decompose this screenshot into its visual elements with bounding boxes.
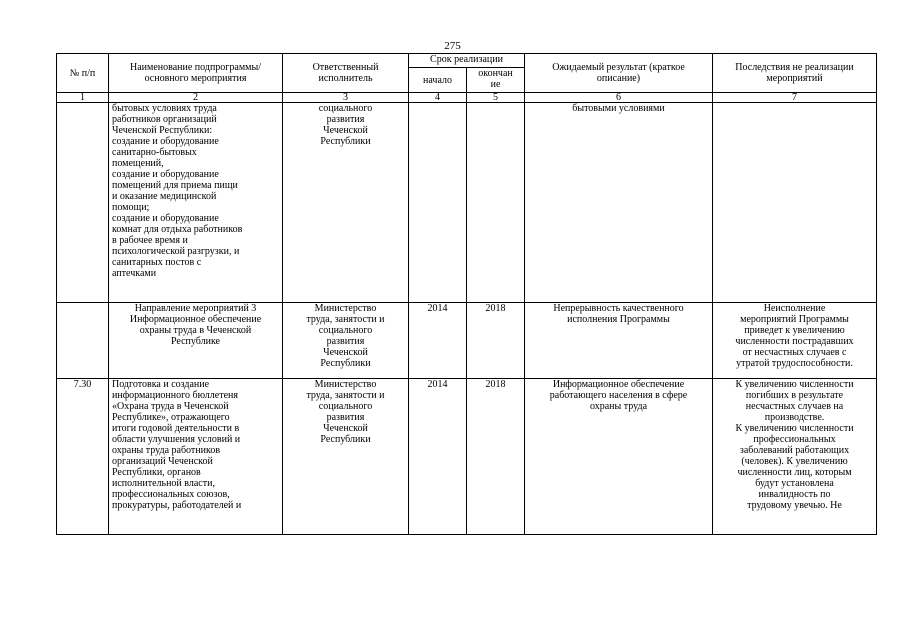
header-responsible: Ответственный исполнитель — [283, 54, 409, 93]
row-consequences: К увеличению численности погибших в результате несчастных случаев на производстве. К увеличению численности профессиональных заболеваний работающих (человек). К увеличению численности лиц, которым будут установлена инвалидность по трудовому увечью. Не — [713, 379, 877, 535]
row-name: бытовых условиях труда работников организаций Чеченской Республики: создание и оборудование санитарно-бытовых помещений, создание и оборудование помещений для приема пищи и оказание медицинской помощи; создание и оборудование комнат для отдыха работников в рабочее время и психологической разгрузки, и санитарных постов с аптечками — [109, 103, 283, 303]
header-start: начало — [409, 68, 467, 93]
table-row — [57, 379, 877, 535]
row-name: Направление мероприятий 3 Информационное обеспечение охраны труда в Чеченской Республике — [109, 303, 283, 379]
table-row — [57, 103, 877, 303]
column-number: 2 — [109, 93, 283, 103]
row-num — [57, 303, 109, 379]
header-term: Срок реализации — [409, 54, 525, 68]
row-name: Подготовка и создание информационного бюллетеня «Охрана труда в Чеченской Республике», отражающего итоги годовой деятельности в области улучшения условий и охраны труда работников организаций Чеченской Республики, органов исполнительной власти, профессиональных союзов, прокуратуры, работодателей и — [109, 379, 283, 535]
column-numbers-row — [57, 93, 877, 103]
column-number: 3 — [283, 93, 409, 103]
header-consequences: Последствия не реализации мероприятий — [713, 54, 877, 93]
row-result: Информационное обеспечение работающего населения в сфере охраны труда — [525, 379, 713, 535]
row-start: 2014 — [409, 303, 467, 379]
header-end: окончан ие — [467, 68, 525, 93]
row-responsible: Министерство труда, занятости и социального развития Чеченской Республики — [283, 379, 409, 535]
page-number: 275 — [444, 40, 461, 52]
header-num: № п/п — [57, 54, 109, 93]
program-table — [56, 53, 877, 535]
row-responsible: социального развития Чеченской Республики — [283, 103, 409, 303]
column-number: 7 — [713, 93, 877, 103]
column-number: 4 — [409, 93, 467, 103]
row-responsible: Министерство труда, занятости и социального развития Чеченской Республики — [283, 303, 409, 379]
row-start: 2014 — [409, 379, 467, 535]
row-num — [57, 103, 109, 303]
row-end: 2018 — [467, 379, 525, 535]
row-start — [409, 103, 467, 303]
row-end — [467, 103, 525, 303]
column-number: 5 — [467, 93, 525, 103]
table-row — [57, 303, 877, 379]
header-name: Наименование подпрограммы/ основного мероприятия — [109, 54, 283, 93]
row-result: Непрерывность качественного исполнения Программы — [525, 303, 713, 379]
table-header-row — [57, 54, 877, 68]
column-number: 1 — [57, 93, 109, 103]
row-result: бытовыми условиями — [525, 103, 713, 303]
row-consequences — [713, 103, 877, 303]
header-result: Ожидаемый результат (краткое описание) — [525, 54, 713, 93]
row-num: 7.30 — [57, 379, 109, 535]
column-number: 6 — [525, 93, 713, 103]
row-consequences: Неисполнение мероприятий Программы приведет к увеличению численности пострадавших от несчастных случаев с утратой трудоспособности. — [713, 303, 877, 379]
row-end: 2018 — [467, 303, 525, 379]
